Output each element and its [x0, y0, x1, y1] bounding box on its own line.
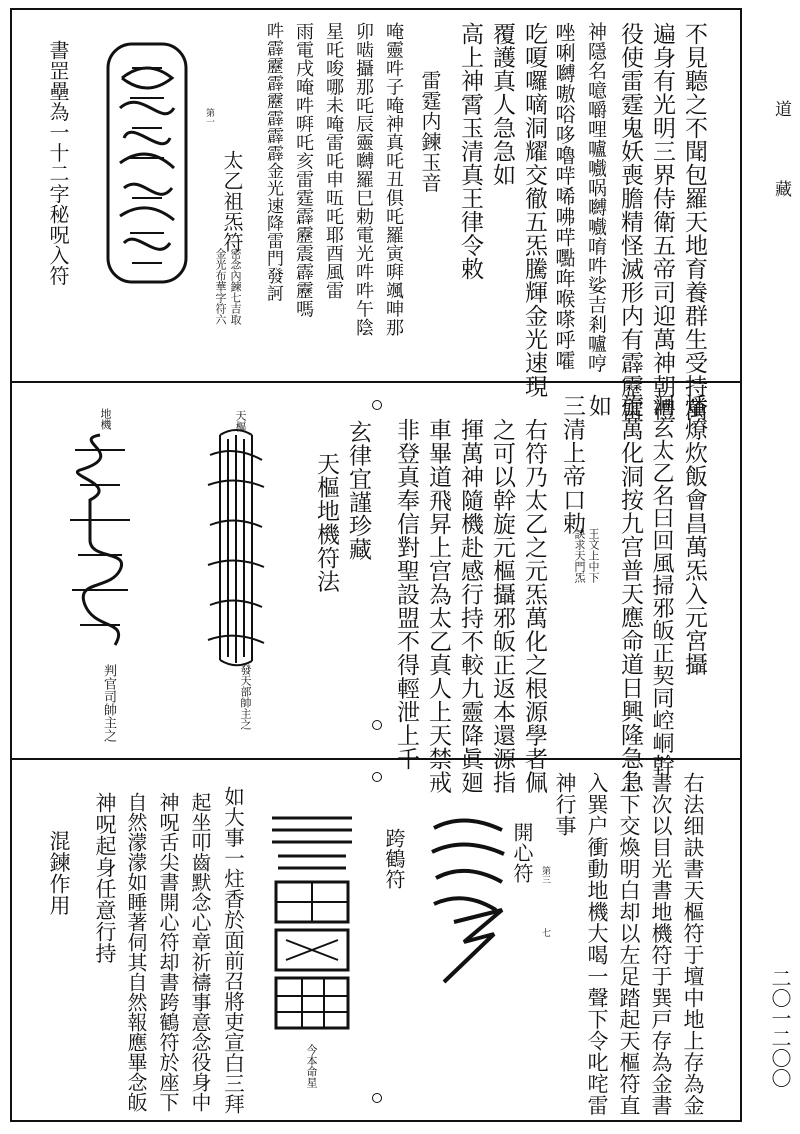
margin-title-2: 藏	[771, 180, 791, 197]
panel1-talisman-label: 書罡壘為一十二字秘呪入符	[46, 40, 70, 286]
panel2-closing-1: 玄律宜謹珍藏	[345, 420, 371, 561]
panel2-line-3: 旋萬化洞按九宫普天應命道日興隆急急	[617, 394, 643, 794]
panel1-line-5: 唑唎嚩嗷唂哆嚕哶唏咈哶嚸哖喉嗏呼嚯	[552, 22, 576, 371]
panel1-deity-line: 太乙祖炁符	[220, 150, 244, 253]
panel2-body-5: 非登真奉信對聖設盟不得輕泄上千	[393, 418, 419, 771]
panel2-qingshang: 三清上帝口勅	[559, 394, 585, 535]
panel2-circle-bottom	[372, 720, 382, 730]
panel1-deity-note-1: 第一	[204, 108, 214, 126]
panel3-line-3: 上下交煥明白却以左足踏起天樞符直	[617, 772, 641, 1116]
panel3-left-line-5: 神呪起身任意行持	[93, 792, 117, 964]
page-number: 二〇一二〇〇	[768, 968, 792, 1088]
panel3-talisman-kuahe	[262, 806, 362, 1042]
panel2-body-2: 之可以幹旋元樞攝邪皈正返本還源指	[489, 418, 515, 794]
panel1-talisman-seal	[102, 38, 192, 288]
panel2-talisman-heaven	[200, 425, 270, 670]
panel2-line-2: 洞玄太乙名曰回風掃邪皈正契同崆峒幹	[649, 394, 674, 777]
panel3-left-line-2: 起坐叩齒默念心章祈禱事意念役身中	[188, 792, 212, 1112]
panel1-line-2: 遍身有光明三界侍衛五帝司迎萬神朝禮	[649, 22, 675, 422]
panel2-body-1: 右符乃太乙之元炁萬化之根源學者佩	[521, 418, 547, 794]
panel3-circle-bottom	[372, 1093, 382, 1103]
panel1-spell-3: 星吒唆哪未唵雷吒申㕶吒耶酉風雷	[323, 22, 344, 300]
panel2-line-4: 如	[585, 394, 611, 418]
panel2-closing-2: 天樞地機符法	[313, 452, 339, 593]
panel3-circle-top	[372, 772, 382, 782]
panel2-body-4: 車畢道飛昇上宫為太乙真人上天禁戒	[425, 418, 451, 794]
panel1-line-7: 覆護真人急急如	[489, 22, 515, 187]
panel2-qingshang-note-1: 王文上中下	[587, 528, 600, 583]
panel3-kuahe-caption: 今本命星	[305, 1044, 318, 1088]
panel3-line-5: 神行事	[553, 772, 577, 837]
panel1-spell-5: 吽霹靂霹靂霹霹霹金光速降雷門發訶	[263, 22, 283, 302]
panel1-spell-4: 雨電戌唵吽㗑吒亥雷霆霹靂震霹靂嗎	[293, 22, 314, 318]
panel3-line-2: 書次以目光書地機符于巽戸存為金書	[649, 772, 673, 1116]
panel2-qingshang-note-2: 訣求天門炁	[573, 528, 586, 583]
panel2-line-1: 燔燎炊飯會昌萬炁入元宮攝	[681, 394, 707, 676]
panel3-talisman-kaixin	[424, 810, 514, 990]
panel2-talisman-earth	[60, 430, 140, 650]
panel2-body-3: 揮萬神隨機赴感行持不較九靈降眞廻	[457, 418, 483, 794]
panel1-deity-note-2: 密念內鍊七吉取	[229, 248, 242, 325]
panel2-earth-label: 地機	[99, 408, 112, 430]
panel3-end-line: 混鍊作用	[47, 830, 71, 916]
panel2-heaven-label: 天樞	[234, 410, 247, 432]
panel2-earth-caption: 判官司帥主之	[101, 664, 116, 742]
panel1-line-3: 役使雷霆鬼妖喪膽精怪滅形内有霹靂雷	[617, 22, 643, 422]
panel3-left-line-3: 神呪舌尖書開心符却書跨鶴符於座下	[156, 792, 180, 1112]
panel1-sub-heading: 雷霆内鍊玉音	[418, 70, 442, 193]
margin-title: 道	[771, 100, 791, 117]
panel3-kuahe-label: 跨鶴符	[382, 828, 406, 890]
panel1-spell-2: 卯啮攝那吒辰靈嚩羅巳勅電光吽吽午陰	[353, 22, 374, 337]
panel3-line-4: 入巽户衝動地機大喝一聲下令叱咤雷	[585, 772, 609, 1116]
panel2-heaven-caption: 發天部帥主之	[239, 664, 252, 730]
panel3-kaixin-note: 第三	[540, 866, 550, 884]
panel3-left-line-1: 如大事一炷香於面前召將吏宣白三拜	[220, 786, 245, 1114]
panel3-kaixin-mark: 七	[540, 928, 550, 937]
panel1-spell-1: 唵靈吽子唵神真吒丑俱吒羅寅㗑颯呻那	[383, 22, 404, 337]
panel3-left-line-4: 自然濛濛如睡著伺其自然報應畢念皈	[124, 792, 148, 1112]
panel1-line-4: 神隱名噫嚼哩嚧嚱㖞嚩嚱唷吽娑吉剎嚧哼	[585, 22, 607, 373]
panel1-line-1: 不見聽之不聞包羅天地育養群生受持萬	[681, 22, 707, 422]
panel3-kaixin-label: 開心符	[510, 822, 534, 884]
panel1-line-6: 吃嗄囉嘀洞耀交徹五炁騰輝金光速現	[521, 22, 547, 398]
panel3-line-1: 右法细訣書天樞符于壇中地上存為金	[681, 772, 705, 1116]
panel1-deity-note-3: 金光布華字符六	[214, 248, 227, 325]
panel1-line-8: 高上神霄玉清真王律令敕	[457, 22, 483, 281]
panel2-circle-top	[372, 400, 382, 410]
